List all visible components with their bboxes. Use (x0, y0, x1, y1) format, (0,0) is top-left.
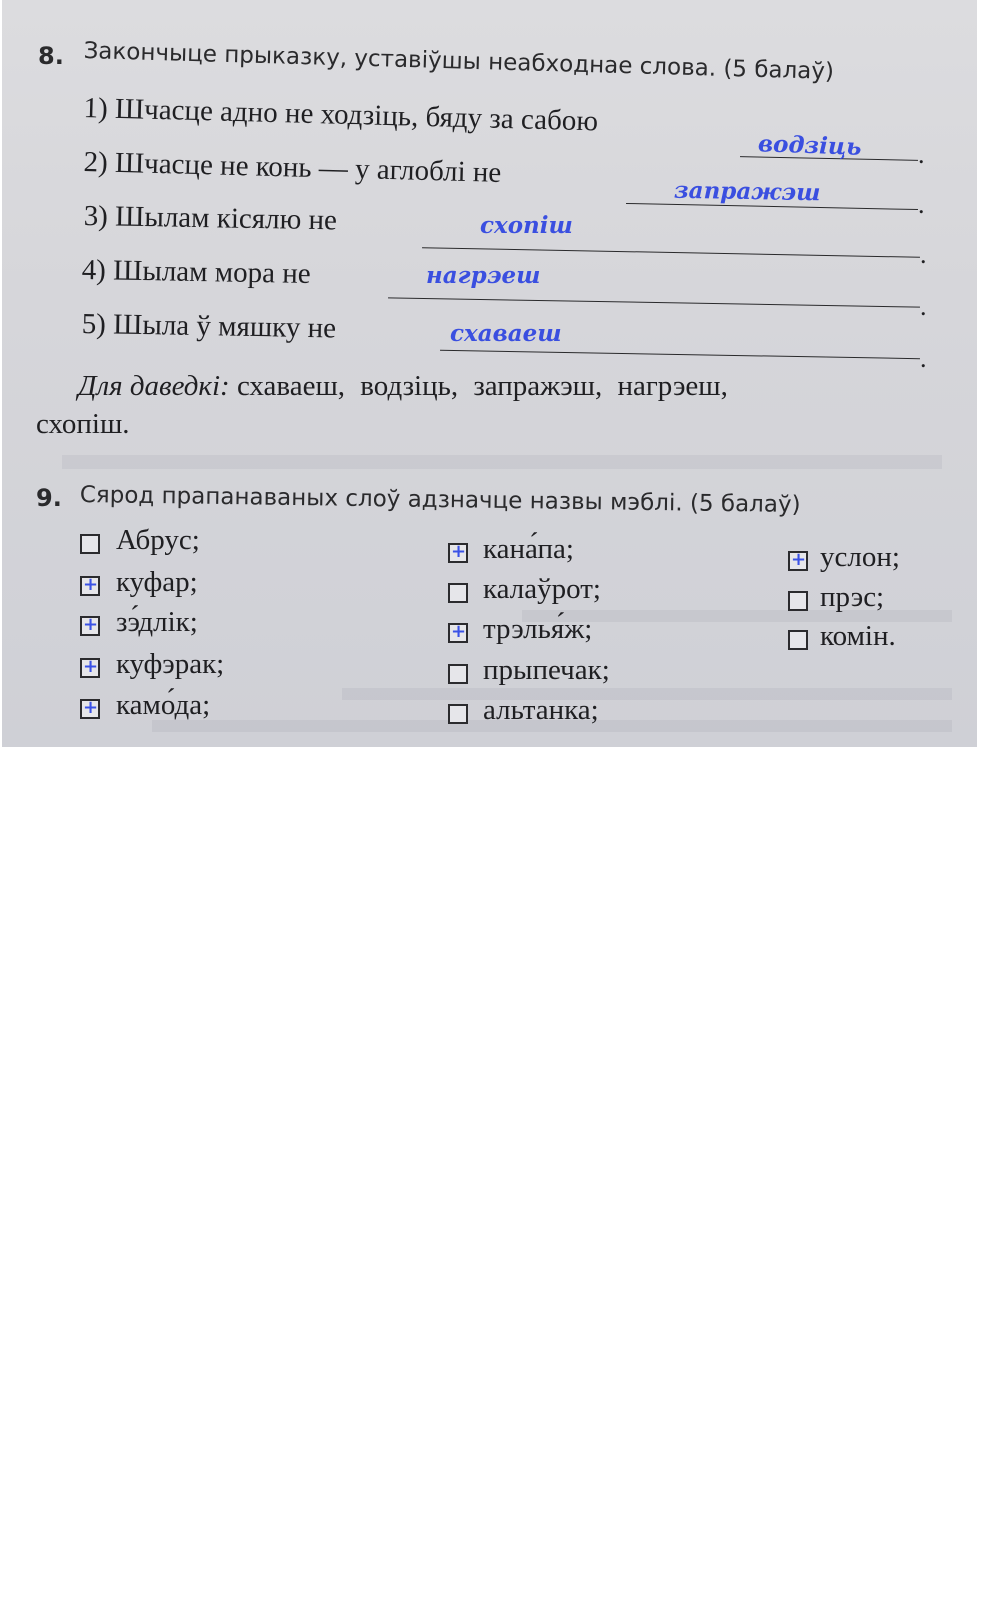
check-mark: + (83, 697, 99, 718)
hint-line (78, 370, 728, 403)
check-mark: + (451, 621, 467, 642)
option-trelyazh: трэлья́ж; (483, 613, 593, 645)
proverb-line-5: 5) Шыла ў мяшку не (81, 308, 337, 345)
option-altanka: альтанка; (483, 694, 599, 726)
answer-blank-4[interactable] (388, 297, 920, 307)
checkbox-zedlik[interactable] (80, 616, 100, 636)
checkbox-kalaurot[interactable] (448, 583, 468, 603)
checkbox-kufar[interactable] (80, 576, 100, 596)
proverb-line-1: 1) Шчасце адно не ходзіць, бяду за сабою (83, 92, 599, 138)
period: . (918, 190, 925, 219)
checkbox-pres[interactable] (788, 591, 808, 611)
check-mark: + (791, 549, 807, 570)
bleed-through (342, 688, 952, 700)
checkbox-kamoda[interactable] (80, 699, 100, 719)
task-prompt: Сярод прапанаваных слоў адзначце назвы мэблі. (5 балаў) (79, 482, 801, 519)
option-kanapa: кана́па; (483, 533, 574, 565)
hint-label: Для даведкі: (78, 370, 230, 402)
task-number: 9. (36, 484, 62, 512)
option-kuferak: куфэрак; (116, 648, 225, 680)
task-prompt: Закончыце прыказку, уставіўшы неабходнае слова. (5 балаў) (83, 38, 835, 85)
option-prypechak: прыпечак; (483, 654, 610, 686)
handwritten-answer-5: схаваеш (450, 320, 562, 347)
option-abrus: Абрус; (116, 524, 200, 556)
check-mark: + (83, 656, 99, 677)
option-zedlik: зэ́длік; (116, 606, 198, 638)
check-mark: + (83, 574, 99, 595)
handwritten-answer-1: водзіць (757, 130, 862, 161)
period: . (920, 240, 927, 269)
option-kufar: куфар; (116, 566, 198, 598)
proverb-line-4: 4) Шылам мора не (81, 254, 311, 290)
checkbox-abrus[interactable] (80, 534, 100, 554)
checkbox-trelyazh[interactable] (448, 623, 468, 643)
check-mark: + (83, 614, 99, 635)
answer-blank-5[interactable] (440, 350, 920, 359)
handwritten-answer-2: запражэш (673, 176, 821, 207)
bleed-through (62, 455, 942, 469)
checkbox-komin[interactable] (788, 630, 808, 650)
checkbox-kanapa[interactable] (448, 543, 468, 563)
worksheet-photo (2, 0, 977, 747)
option-pres: прэс; (820, 581, 885, 613)
hint-words: схаваеш, водзіць, запражэш, нагрэеш, (236, 370, 728, 402)
answer-blank-3[interactable] (422, 247, 920, 258)
option-uslon: услон; (820, 541, 900, 573)
handwritten-answer-3: схопіш (480, 212, 573, 239)
proverb-line-3: 3) Шылам кісялю не (83, 200, 338, 237)
checkbox-prypechak[interactable] (448, 664, 468, 684)
checkbox-uslon[interactable] (788, 551, 808, 571)
checkbox-kuferak[interactable] (80, 658, 100, 678)
proverb-line-2: 2) Шчасце не конь — у аглоблі не (83, 146, 502, 189)
hint-tail: схопіш. (36, 408, 130, 440)
period: . (918, 140, 925, 169)
option-kamoda: камо́да; (116, 689, 211, 721)
option-kalaurot: калаўрот; (483, 573, 601, 605)
option-komin: комін. (820, 620, 896, 652)
checkbox-altanka[interactable] (448, 704, 468, 724)
period: . (920, 344, 927, 373)
handwritten-answer-4: нагрэеш (426, 262, 541, 289)
task-number: 8. (38, 42, 64, 70)
period: . (920, 292, 927, 321)
check-mark: + (451, 541, 467, 562)
